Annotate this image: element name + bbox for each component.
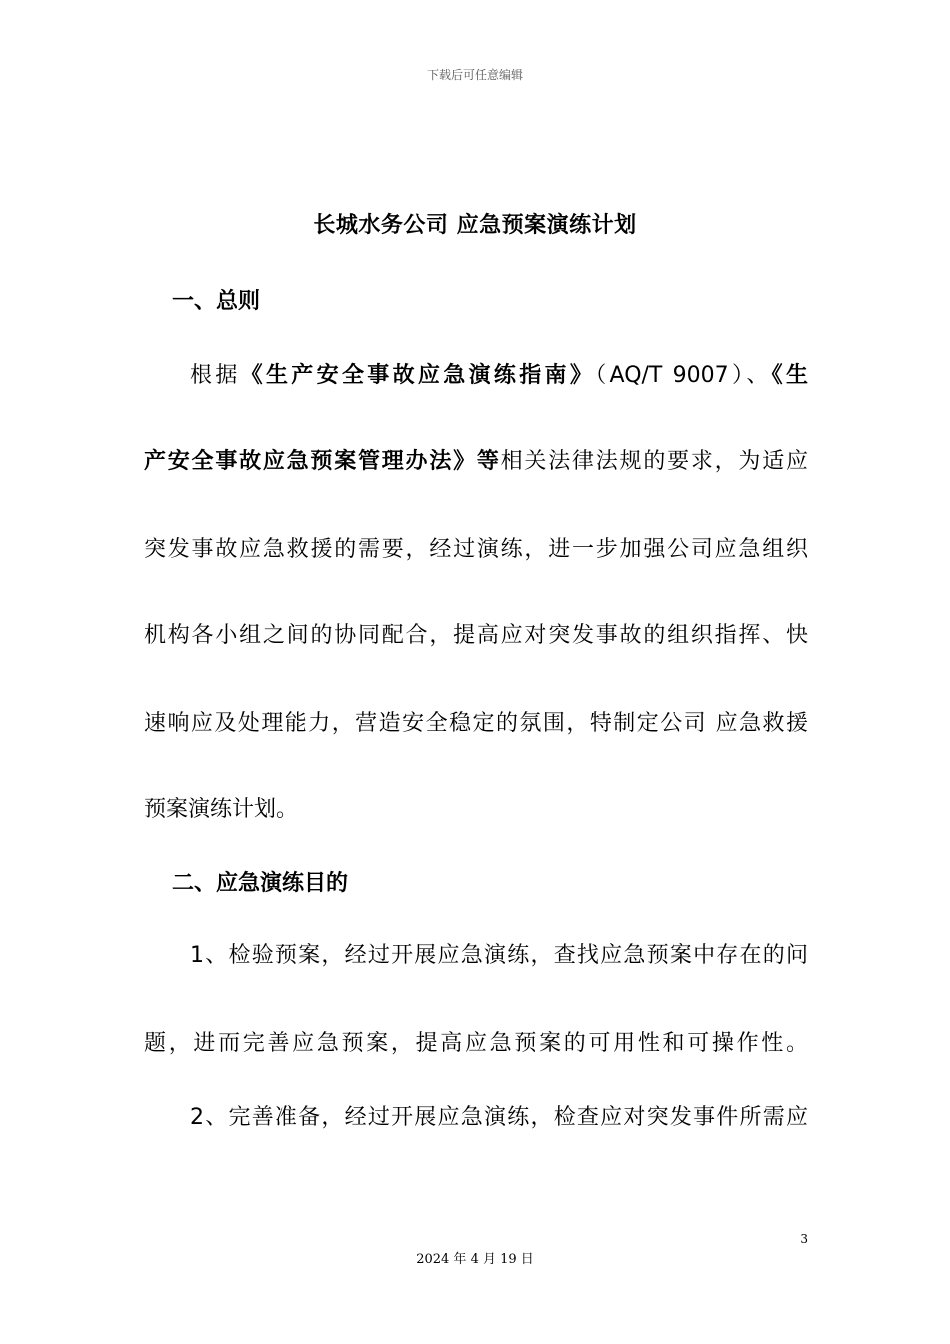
- purpose-item-1-line-2: 题，进而完善应急预案，提高应急预案的可用性和可操作性。: [144, 1031, 808, 1056]
- regulation-reference-start: 《生: [771, 363, 808, 388]
- page-number: 3: [800, 1232, 808, 1246]
- paragraph-line-3: 突发事故应急救援的需要，经过演练，进一步加强公司应急组织: [144, 537, 808, 562]
- document-title: 长城水务公司 应急预案演练计划: [313, 213, 637, 238]
- section-heading-general: 一、总则: [172, 289, 261, 314]
- paragraph-line-5: 速响应及处理能力，营造安全稳定的氛围，特制定公司 应急救援: [144, 711, 808, 736]
- paragraph-line-2: [144, 444, 808, 475]
- paragraph-line-1: [190, 358, 808, 389]
- text-rest: 相关法律法规的要求，为适应: [500, 449, 808, 474]
- header-note: 下载后可任意编辑: [426, 68, 523, 82]
- paragraph-line-4: 机构各小组之间的协同配合，提高应对突发事故的组织指挥、快: [144, 623, 808, 648]
- purpose-item-2-line-1: 2、完善准备，经过开展应急演练，检查应对突发事件所需应: [190, 1105, 808, 1130]
- purpose-item-1-line-1: 1、检验预案，经过开展应急演练，查找应急预案中存在的问: [190, 943, 808, 968]
- section-heading-purpose: 二、应急演练目的: [172, 871, 349, 896]
- footer-date: 2024 年 4 月 19 日: [416, 1252, 534, 1267]
- paragraph-line-6: 预案演练计划。: [144, 797, 299, 822]
- guide-reference: 《生产安全事故应急演练指南》: [240, 363, 596, 388]
- regulation-reference-end: 产安全事故应急预案管理办法》等: [144, 449, 501, 474]
- standard-code: （AQ/T 9007）、: [595, 363, 772, 388]
- text-prefix: 根据: [190, 363, 241, 388]
